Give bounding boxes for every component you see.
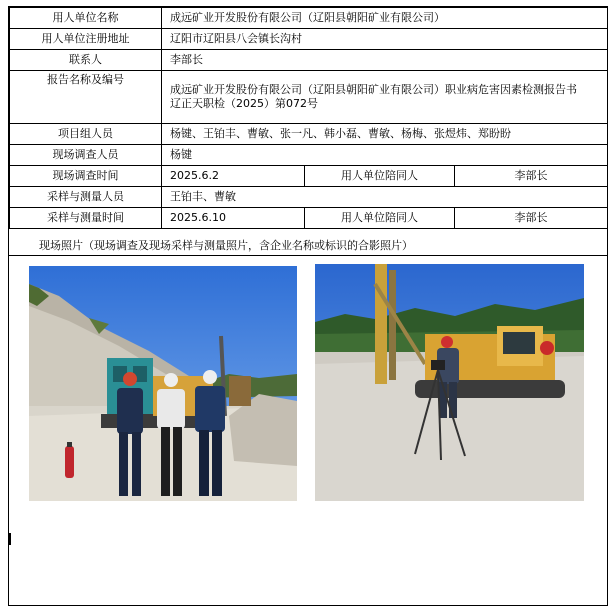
registered-address-value: 辽阳市辽阳县八会镇长沟村 [162, 29, 608, 50]
companion-label-1: 用人单位陪同人 [305, 166, 455, 187]
site-photo-survey [29, 266, 297, 501]
team-value: 杨键、王铂丰、曹敏、张一凡、韩小磊、曹敏、杨梅、张煜炜、郑盼盼 [162, 124, 608, 145]
record-sheet [8, 6, 608, 606]
row-sampling-time [10, 208, 608, 229]
employer-name-value: 成远矿业开发股份有限公司（辽阳县朝阳矿业有限公司） [162, 8, 608, 29]
employer-name-label: 用人单位名称 [10, 8, 162, 29]
sampling-staff-value: 王铂丰、曹敏 [162, 187, 608, 208]
registered-address-label: 用人单位注册地址 [10, 29, 162, 50]
survey-staff-label: 现场调查人员 [10, 145, 162, 166]
companion-label-2: 用人单位陪同人 [305, 208, 455, 229]
companion-value-2: 李部长 [455, 208, 608, 229]
sampling-time-value: 2025.6.10 [162, 208, 305, 229]
sampling-staff-label: 采样与测量人员 [10, 187, 162, 208]
row-employer-name [10, 8, 608, 29]
report-value [162, 71, 608, 124]
row-registered-address [10, 29, 608, 50]
site-photo-sampling [315, 264, 584, 501]
row-survey-time [10, 166, 608, 187]
row-survey-staff [10, 145, 608, 166]
text-cursor [9, 533, 11, 545]
survey-time-value: 2025.6.2 [162, 166, 305, 187]
sampling-time-label: 采样与测量时间 [10, 208, 162, 229]
report-label: 报告名称及编号 [10, 71, 162, 124]
contact-value: 李部长 [162, 50, 608, 71]
row-report [10, 71, 608, 124]
row-sampling-staff [10, 187, 608, 208]
team-label: 项目组人员 [10, 124, 162, 145]
photo-caption: 现场照片（现场调查及现场采样与测量照片，含企业名称或标识的合影照片） [9, 235, 607, 256]
row-team [10, 124, 608, 145]
report-name: 成远矿业开发股份有限公司（辽阳县朝阳矿业有限公司）职业病危害因素检测报告书 [170, 83, 577, 96]
survey-time-label: 现场调查时间 [10, 166, 162, 187]
row-contact [10, 50, 608, 71]
info-table [9, 7, 608, 229]
companion-value-1: 李部长 [455, 166, 608, 187]
contact-label: 联系人 [10, 50, 162, 71]
report-number: 辽正天职检（2025）第072号 [170, 97, 318, 110]
survey-staff-value: 杨键 [162, 145, 608, 166]
